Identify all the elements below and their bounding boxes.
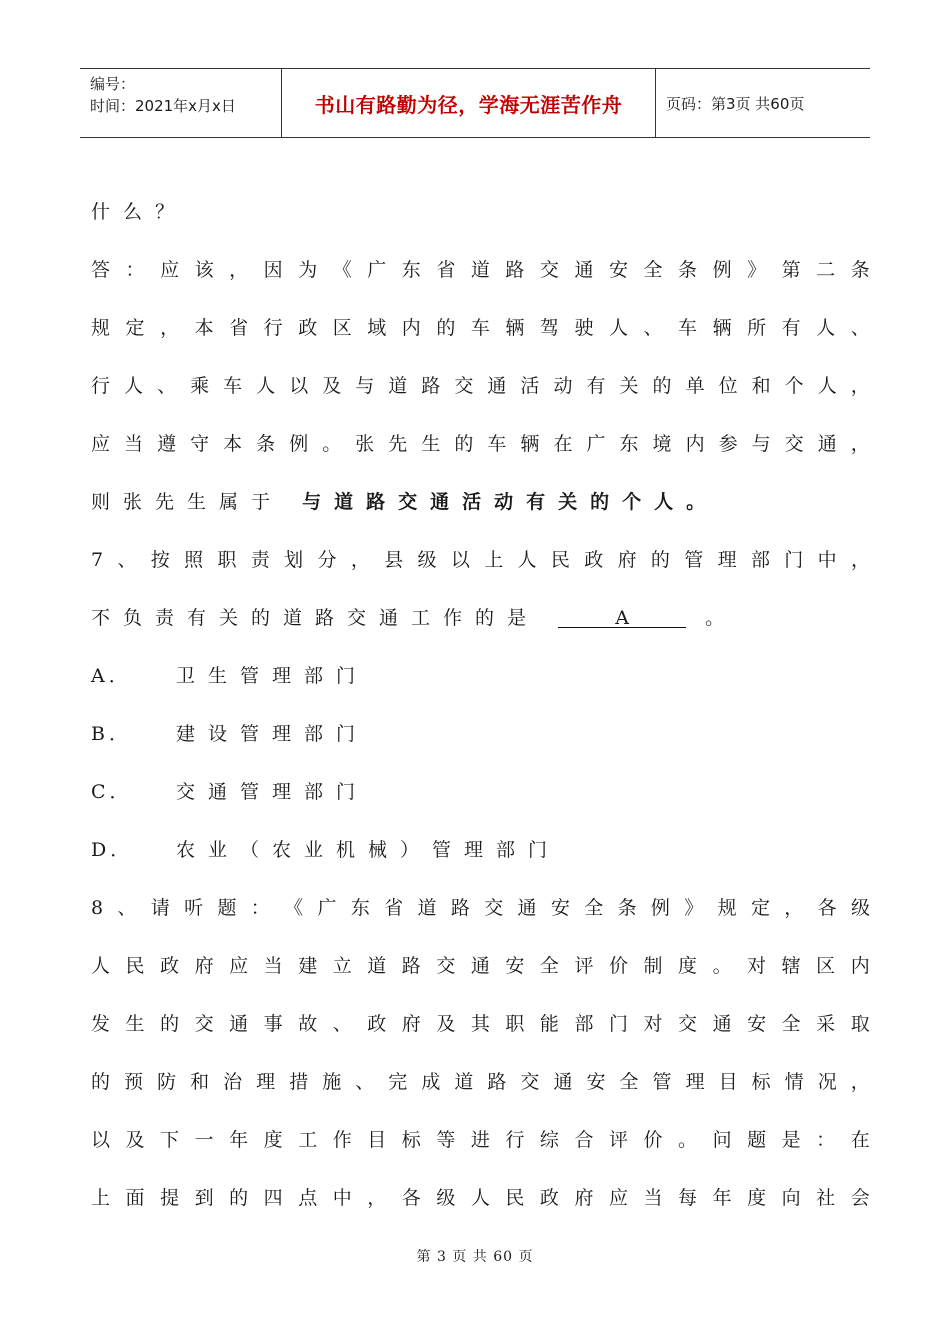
- option-c: [91, 763, 881, 821]
- text-char: 度: [263, 1129, 283, 1151]
- text-char: 辆: [520, 433, 540, 455]
- text-char: 一: [194, 1129, 214, 1151]
- text-char: 理: [717, 549, 737, 571]
- text-char: 省: [436, 259, 456, 281]
- header-motto: 书山有路勤为径，学海无涯苦作舟: [282, 69, 656, 137]
- question-7-suffix: 。: [705, 607, 738, 629]
- text-char: 、: [332, 1013, 352, 1035]
- text-char: 答: [91, 259, 111, 281]
- option-key: C．: [91, 781, 133, 803]
- text-char: 各: [401, 1187, 421, 1209]
- text-char: 管: [684, 549, 704, 571]
- text-char: 府: [617, 549, 637, 571]
- text-char: 条: [256, 433, 276, 455]
- text-char: 车: [470, 317, 490, 339]
- text-char: 完: [388, 1071, 408, 1093]
- text-char: 职: [217, 549, 237, 571]
- text-char: 通: [470, 955, 490, 977]
- text-char: 年: [229, 1129, 249, 1151]
- text-char: 为: [298, 259, 318, 281]
- text-char: 对: [643, 1013, 663, 1035]
- text-char: 政: [367, 1013, 387, 1035]
- text-char: 故: [298, 1013, 318, 1035]
- text-char: 。: [678, 1129, 698, 1151]
- text-char: 条: [678, 259, 698, 281]
- text-char: 成: [421, 1071, 441, 1093]
- text-char: 条: [617, 897, 637, 919]
- text-char: 问: [712, 1129, 732, 1151]
- text-char: 门: [608, 1013, 628, 1035]
- text-char: 价: [643, 1129, 663, 1151]
- text-char: 。: [712, 955, 732, 977]
- text-char: 道: [388, 375, 408, 397]
- text-char: 的: [91, 1071, 111, 1093]
- text-line: [91, 241, 870, 299]
- text-line: [91, 357, 870, 415]
- text-char: 本: [194, 317, 214, 339]
- question-8-line: [91, 995, 870, 1053]
- text-char: 条: [850, 259, 870, 281]
- text-char: 有: [586, 375, 606, 397]
- text-char: 该: [194, 259, 214, 281]
- text-char: 规: [717, 897, 737, 919]
- text-char: 先: [388, 433, 408, 455]
- text-char: 通: [487, 375, 507, 397]
- text-char: ，: [850, 433, 870, 455]
- text-char: ，: [850, 549, 870, 571]
- text-char: 评: [574, 955, 594, 977]
- text-char: 到: [194, 1187, 214, 1209]
- header-page-info: 页码：第3页 共60页: [666, 94, 805, 113]
- text-char: 活: [520, 375, 540, 397]
- text-char: 治: [223, 1071, 243, 1093]
- text-char: 7: [91, 549, 104, 571]
- text-char: 安: [550, 897, 570, 919]
- text-char: 上: [91, 1187, 111, 1209]
- text-char: 民: [550, 549, 570, 571]
- text-char: 按: [150, 549, 170, 571]
- text-char: 通: [553, 1071, 573, 1093]
- text-char: 采: [816, 1013, 836, 1035]
- text-char: 安: [608, 259, 628, 281]
- text-char: 东: [350, 897, 370, 919]
- text-char: 应: [229, 955, 249, 977]
- text-char: 理: [685, 1071, 705, 1093]
- text-char: ，: [229, 259, 249, 281]
- text-char: 动: [553, 375, 573, 397]
- text-char: 府: [574, 1187, 594, 1209]
- text-char: ，: [850, 375, 870, 397]
- text-char: 生: [421, 433, 441, 455]
- text-char: 预: [124, 1071, 144, 1093]
- text-char: 价: [608, 955, 628, 977]
- text-char: 内: [401, 317, 421, 339]
- text-char: 通: [712, 1013, 732, 1035]
- text-char: 全: [584, 897, 604, 919]
- text-char: 以: [91, 1129, 111, 1151]
- text-char: 人: [124, 375, 144, 397]
- text-char: 评: [608, 1129, 628, 1151]
- text-char: 政: [584, 549, 604, 571]
- text-char: 当: [263, 955, 283, 977]
- text-char: 所: [747, 317, 767, 339]
- text-char: 例: [650, 897, 670, 919]
- text-char: 安: [505, 955, 525, 977]
- text-char: 防: [157, 1071, 177, 1093]
- text-char: 合: [574, 1129, 594, 1151]
- text-char: 事: [263, 1013, 283, 1035]
- text-char: 全: [643, 259, 663, 281]
- text-char: 听: [184, 897, 204, 919]
- text-char: 全: [539, 955, 559, 977]
- option-a: [91, 647, 881, 705]
- text-char: 内: [685, 433, 705, 455]
- text-char: 标: [401, 1129, 421, 1151]
- text-char: 度: [678, 955, 698, 977]
- text-char: 和: [190, 1071, 210, 1093]
- text-char: 车: [487, 433, 507, 455]
- text-char: 交: [539, 259, 559, 281]
- text-char: 交: [436, 955, 456, 977]
- text-char: 府: [401, 1013, 421, 1035]
- text-char: 和: [751, 375, 771, 397]
- text-line: [91, 415, 870, 473]
- text-char: 区: [332, 317, 352, 339]
- text-char: 车: [223, 375, 243, 397]
- text-char: 题: [747, 1129, 767, 1151]
- text-char: 当: [124, 433, 144, 455]
- text-char: 交: [454, 375, 474, 397]
- text-char: 、: [850, 317, 870, 339]
- text-char: 与: [355, 375, 375, 397]
- text-char: 张: [355, 433, 375, 455]
- text-char: 位: [718, 375, 738, 397]
- text-char: ：: [125, 259, 145, 281]
- text-char: 、: [117, 897, 137, 919]
- text-char: 路: [401, 955, 421, 977]
- text-char: 职: [505, 1013, 525, 1035]
- text-char: 下: [160, 1129, 180, 1151]
- question-8-line: [91, 879, 870, 937]
- text-char: 制: [643, 955, 663, 977]
- text-char: 与: [751, 433, 771, 455]
- text-char: ，: [160, 317, 180, 339]
- text-char: 交: [678, 1013, 698, 1035]
- text-char: 个: [784, 375, 804, 397]
- text-char: 境: [652, 433, 672, 455]
- text-char: 每: [678, 1187, 698, 1209]
- text-char: 应: [91, 433, 111, 455]
- text-char: 二: [816, 259, 836, 281]
- text-char: 进: [470, 1129, 490, 1151]
- option-text: 卫生管理部门: [176, 665, 369, 687]
- text-char: 交: [484, 897, 504, 919]
- text-char: 交: [784, 433, 804, 455]
- document-body: [91, 183, 881, 1227]
- text-char: 取: [850, 1013, 870, 1035]
- text-char: 工: [298, 1129, 318, 1151]
- text-char: 应: [608, 1187, 628, 1209]
- text-char: 道: [454, 1071, 474, 1093]
- text-char: 目: [718, 1071, 738, 1093]
- text-char: 人: [608, 317, 628, 339]
- text-char: ，: [350, 549, 370, 571]
- text-char: 施: [322, 1071, 342, 1093]
- text-char: 会: [850, 1187, 870, 1209]
- text-char: 是: [781, 1129, 801, 1151]
- text-char: 情: [784, 1071, 804, 1093]
- header-meta: [80, 69, 282, 137]
- text-char: 府: [194, 955, 214, 977]
- text-char: 各: [817, 897, 837, 919]
- text-char: 驶: [574, 317, 594, 339]
- text-char: 《: [332, 259, 352, 281]
- text-char: 的: [650, 549, 670, 571]
- text-char: 辆: [712, 317, 732, 339]
- document-number: 编号：: [90, 75, 136, 93]
- text-char: 的: [229, 1187, 249, 1209]
- text-char: 能: [539, 1013, 559, 1035]
- text-char: ：: [250, 897, 270, 919]
- text-char: 域: [367, 317, 387, 339]
- option-key: D．: [91, 839, 134, 861]
- text-char: 在: [553, 433, 573, 455]
- text-char: 、: [157, 375, 177, 397]
- text-char: ：: [816, 1129, 836, 1151]
- text-char: 以: [289, 375, 309, 397]
- text-char: 综: [539, 1129, 559, 1151]
- question-7-line: [91, 531, 870, 589]
- text-char: 遵: [157, 433, 177, 455]
- text-char: 在: [850, 1129, 870, 1151]
- text-char: 题: [217, 897, 237, 919]
- text-char: 省: [229, 317, 249, 339]
- text-char: 级: [417, 549, 437, 571]
- text-char: 东: [619, 433, 639, 455]
- text-char: 》: [684, 897, 704, 919]
- text-char: 级: [850, 897, 870, 919]
- text-char: 例: [289, 433, 309, 455]
- text-char: 民: [125, 955, 145, 977]
- text-char: 的: [436, 317, 456, 339]
- text-char: 路: [450, 897, 470, 919]
- text-char: 乘: [190, 375, 210, 397]
- text-char: 目: [367, 1129, 387, 1151]
- text-char: 上: [484, 549, 504, 571]
- text-char: 中: [332, 1187, 352, 1209]
- text-char: 当: [643, 1187, 663, 1209]
- text-char: 及: [322, 375, 342, 397]
- text-char: 道: [417, 897, 437, 919]
- text-char: ，: [850, 1071, 870, 1093]
- text-char: 行: [505, 1129, 525, 1151]
- option-text: 交通管理部门: [176, 781, 369, 803]
- text-char: 路: [505, 259, 525, 281]
- text-char: 人: [816, 317, 836, 339]
- text-char: 因: [263, 259, 283, 281]
- text-char: 路: [421, 375, 441, 397]
- text-char: 驾: [539, 317, 559, 339]
- text-char: 四: [263, 1187, 283, 1209]
- text-char: 的: [652, 375, 672, 397]
- text-char: 点: [298, 1187, 318, 1209]
- text-line: [91, 473, 881, 531]
- text-char: 安: [586, 1071, 606, 1093]
- text-char: 级: [436, 1187, 456, 1209]
- text-char: 分: [317, 549, 337, 571]
- text-char: 其: [470, 1013, 490, 1035]
- text-char: 的: [454, 433, 474, 455]
- text-char: 、: [643, 317, 663, 339]
- text-char: 及: [436, 1013, 456, 1035]
- text-char: 门: [784, 549, 804, 571]
- text-char: 通: [817, 433, 837, 455]
- text-char: 通: [574, 259, 594, 281]
- option-text: 建设管理部门: [176, 723, 369, 745]
- text-char: 定: [750, 897, 770, 919]
- text-char: 况: [817, 1071, 837, 1093]
- text-char: 东: [401, 259, 421, 281]
- text-char: 请: [150, 897, 170, 919]
- text-char: 辆: [505, 317, 525, 339]
- text-char: 中: [817, 549, 837, 571]
- text-char: 的: [160, 1013, 180, 1035]
- text-char: 守: [190, 433, 210, 455]
- text-char: 人: [470, 1187, 490, 1209]
- text-char: 内: [850, 955, 870, 977]
- text-char: 人: [817, 375, 837, 397]
- text-char: 责: [250, 549, 270, 571]
- answer-prefix: 则张先生属于: [91, 491, 284, 513]
- text-char: 、: [355, 1071, 375, 1093]
- text-char: 道: [470, 259, 490, 281]
- text-char: 提: [160, 1187, 180, 1209]
- text-char: 。: [322, 433, 342, 455]
- text-char: 县: [384, 549, 404, 571]
- text-char: 《: [284, 897, 304, 919]
- text-char: 等: [436, 1129, 456, 1151]
- text-char: 全: [781, 1013, 801, 1035]
- text-char: 区: [816, 955, 836, 977]
- text-char: 标: [751, 1071, 771, 1093]
- text-char: 广: [367, 259, 387, 281]
- text-char: 交: [194, 1013, 214, 1035]
- text-char: 全: [619, 1071, 639, 1093]
- text-char: 年: [712, 1187, 732, 1209]
- text-char: 度: [747, 1187, 767, 1209]
- text-char: 路: [487, 1071, 507, 1093]
- question-8-line: [91, 937, 870, 995]
- text-char: 》: [747, 259, 767, 281]
- text-char: 政: [539, 1187, 559, 1209]
- text-char: 、: [117, 549, 137, 571]
- question-8-line: [91, 1111, 870, 1169]
- text-line: [91, 299, 870, 357]
- option-key: B．: [91, 723, 132, 745]
- text-char: 人: [91, 955, 111, 977]
- text-char: 社: [816, 1187, 836, 1209]
- text-char: 向: [781, 1187, 801, 1209]
- text-char: 以: [450, 549, 470, 571]
- option-key: A．: [91, 665, 132, 687]
- text-char: 行: [263, 317, 283, 339]
- text-char: ，: [367, 1187, 387, 1209]
- text-char: 建: [298, 955, 318, 977]
- text-char: 通: [229, 1013, 249, 1035]
- text-char: 辖: [781, 955, 801, 977]
- text-char: 人: [256, 375, 276, 397]
- text-char: 规: [91, 317, 111, 339]
- page-header: [80, 68, 870, 138]
- text-char: 政: [160, 955, 180, 977]
- text-char: 划: [284, 549, 304, 571]
- text-char: 应: [160, 259, 180, 281]
- text-char: 部: [574, 1013, 594, 1035]
- text-char: 有: [781, 317, 801, 339]
- text-char: 本: [223, 433, 243, 455]
- text-char: 广: [317, 897, 337, 919]
- text-char: 发: [91, 1013, 111, 1035]
- text-char: 交: [520, 1071, 540, 1093]
- text-char: 广: [586, 433, 606, 455]
- text-char: 民: [505, 1187, 525, 1209]
- text-line: 什么？: [91, 201, 188, 223]
- text-char: 道: [367, 955, 387, 977]
- text-char: 立: [332, 955, 352, 977]
- text-char: 定: [125, 317, 145, 339]
- text-char: 对: [747, 955, 767, 977]
- question-8-line: [91, 1169, 870, 1227]
- option-b: [91, 705, 881, 763]
- text-char: 及: [125, 1129, 145, 1151]
- option-d: [91, 821, 881, 879]
- text-char: 行: [91, 375, 111, 397]
- question-8-line: [91, 1053, 870, 1111]
- text-char: 通: [517, 897, 537, 919]
- text-char: 管: [652, 1071, 672, 1093]
- text-char: 作: [332, 1129, 352, 1151]
- text-char: 第: [781, 259, 801, 281]
- question-7-line: [91, 589, 881, 647]
- text-char: 人: [517, 549, 537, 571]
- document-time: 时间：2021年x月x日: [90, 97, 236, 115]
- text-char: 关: [619, 375, 639, 397]
- option-text: 农业（农业机械）管理部门: [176, 839, 561, 861]
- text-char: 理: [256, 1071, 276, 1093]
- text-char: 省: [384, 897, 404, 919]
- text-char: 参: [718, 433, 738, 455]
- text-char: 生: [125, 1013, 145, 1035]
- question-7-prefix: 不负责有关的道路交通工作的是: [91, 607, 540, 629]
- text-char: ，: [784, 897, 804, 919]
- text-char: 面: [125, 1187, 145, 1209]
- text-char: 照: [184, 549, 204, 571]
- answer-blank: A: [558, 609, 686, 628]
- text-char: 车: [678, 317, 698, 339]
- text-char: 措: [289, 1071, 309, 1093]
- text-char: 例: [712, 259, 732, 281]
- page-footer: 第 3 页 共 60 页: [416, 1249, 534, 1265]
- answer-highlight: 与道路交通活动有关的个人。: [302, 491, 719, 513]
- text-char: 8: [91, 897, 104, 919]
- text-char: 单: [685, 375, 705, 397]
- text-char: 政: [298, 317, 318, 339]
- text-char: 部: [750, 549, 770, 571]
- text-char: 安: [747, 1013, 767, 1035]
